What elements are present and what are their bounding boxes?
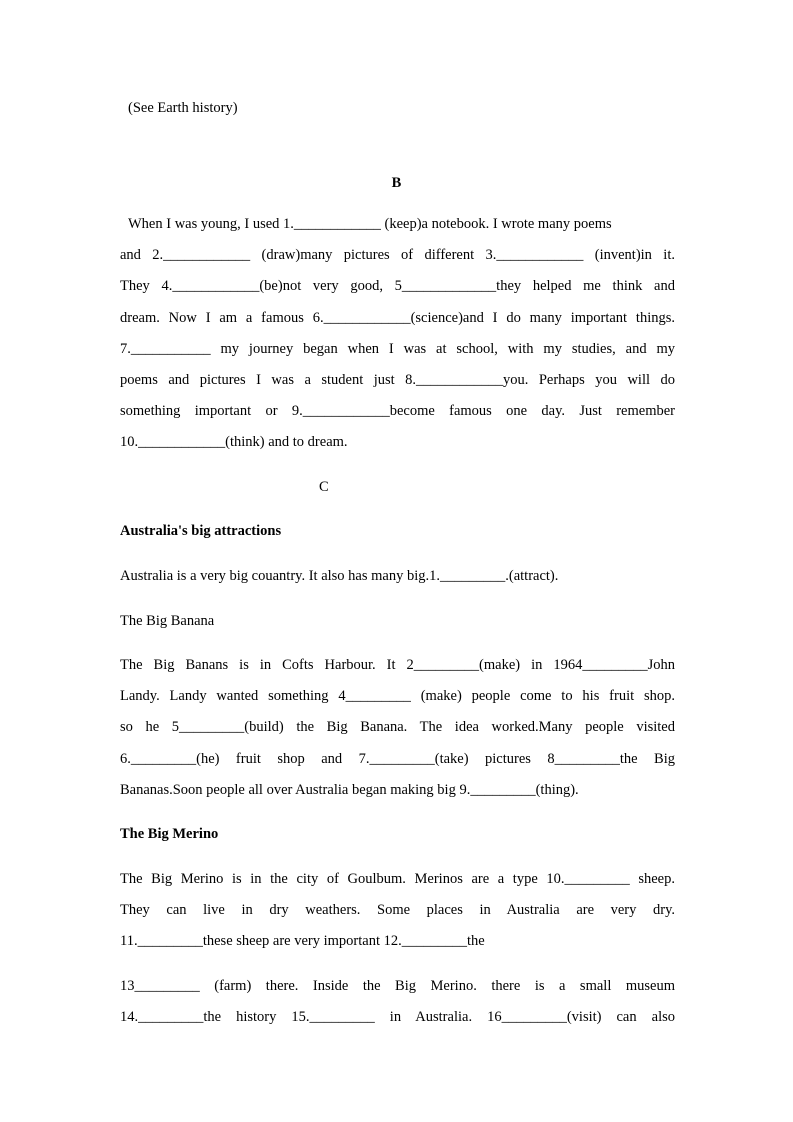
section-c-heading: C — [319, 479, 329, 495]
section-b-line: dream. Now I am a famous 6.____________(science)and I do many important things. — [120, 310, 675, 326]
section-b-line: poems and pictures I was a student just 8.____________you. Perhaps you will do — [120, 372, 675, 388]
big-merino-title: The Big Merino — [120, 826, 219, 842]
big-banana-line: so he 5_________(build) the Big Banana. The idea worked.Many people visited — [120, 719, 675, 735]
top-note: (See Earth history) — [128, 100, 238, 116]
farm-line: 13_________ (farm) there. Inside the Big Merino. there is a small museum — [120, 978, 675, 994]
big-banana-line: Landy. Landy wanted something 4_________ (make) people come to his fruit shop. — [120, 688, 675, 704]
section-b-line: and 2.____________ (draw)many pictures of different 3.____________ (invent)in it. — [120, 247, 675, 263]
big-merino-line: The Big Merino is in the city of Goulbum. Merinos are a type 10._________ sheep. — [120, 871, 675, 887]
big-merino-line: They can live in dry weathers. Some places in Australia are very dry. — [120, 902, 675, 918]
big-banana-line: 6._________(he) fruit shop and 7._________(take) pictures 8_________the Big — [120, 751, 675, 767]
section-b-line: 7.___________ my journey began when I was at school, with my studies, and my — [120, 341, 675, 357]
big-banana-line: The Big Banans is in Cofts Harbour. It 2_________(make) in 1964_________John — [120, 657, 675, 673]
section-b-line: When I was young, I used 1.____________ (keep)a notebook. I wrote many poems — [128, 216, 612, 232]
section-b-line: something important or 9.____________become famous one day. Just remember — [120, 403, 675, 419]
section-b-heading: B — [391, 175, 402, 191]
section-b-line: They 4.____________(be)not very good, 5_____________they helped me think and — [120, 278, 675, 294]
big-banana-line: Bananas.Soon people all over Australia began making big 9._________(thing). — [120, 782, 579, 798]
big-banana-title: The Big Banana — [120, 613, 215, 629]
section-c-title: Australia's big attractions — [120, 523, 282, 539]
farm-line: 14._________the history 15._________ in Australia. 16_________(visit) can also — [120, 1009, 675, 1025]
section-c-intro: Australia is a very big couantry. It also has many big.1._________.(attract). — [120, 568, 559, 584]
section-b-line: 10.____________(think) and to dream. — [120, 434, 348, 450]
big-merino-line: 11._________these sheep are very important 12._________the — [120, 933, 485, 949]
